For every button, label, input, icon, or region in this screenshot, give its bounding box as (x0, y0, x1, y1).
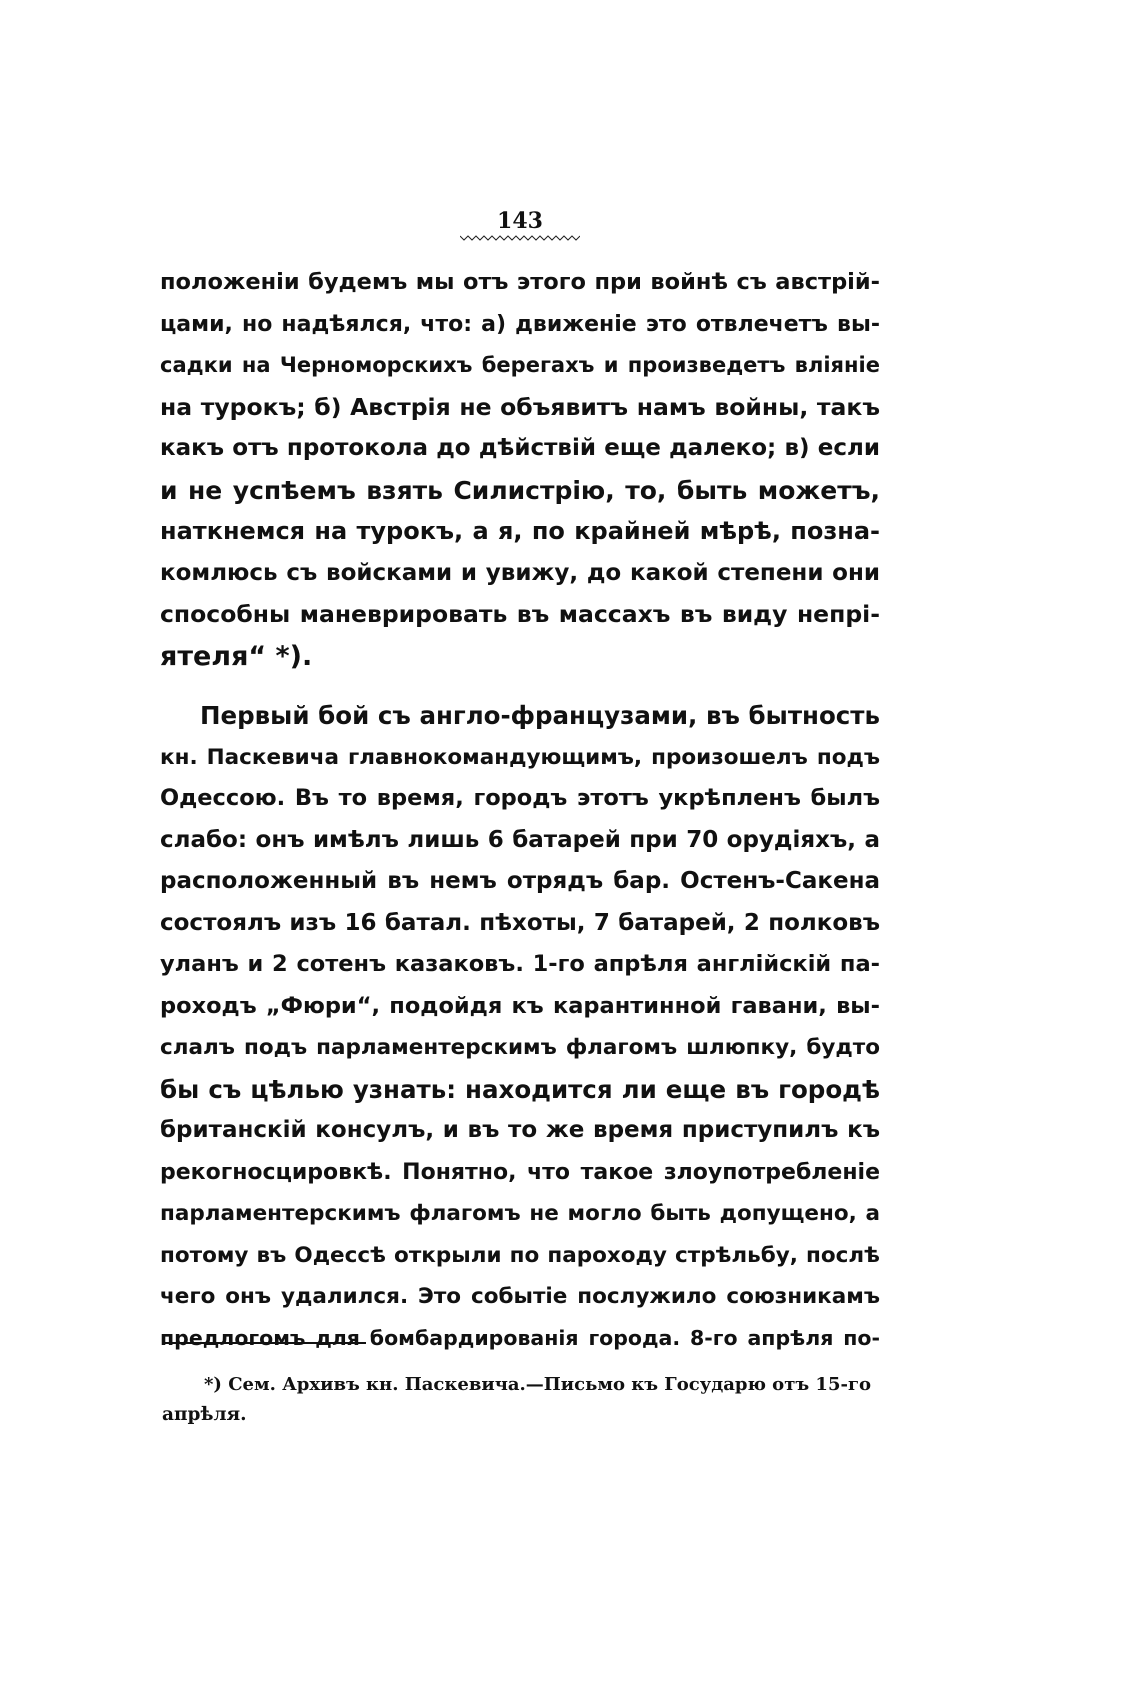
text-line: бы съ цѣлью узнать: находится ли еще въ городѣ (160, 1074, 880, 1104)
text-line: предлогомъ для бомбардированія города. 8-го апрѣля по- (160, 1325, 880, 1350)
text-line: Первый бой съ англо-французами, въ бытность (200, 701, 880, 730)
text-line: наткнемся на турокъ, а я, по крайней мѣрѣ, позна- (160, 517, 880, 545)
text-line: садки на Черноморскихъ берегахъ и произведетъ вліяніе (160, 353, 880, 377)
paragraph-1 (160, 262, 880, 677)
text-line: чего онъ удалился. Это событіе послужило союзникамъ (160, 1284, 880, 1309)
text-line: уланъ и 2 сотенъ казаковъ. 1-го апрѣля англійскій па- (160, 951, 880, 977)
text-line: британскій консулъ, и въ то же время приступилъ къ (160, 1117, 880, 1143)
text-line: цами, но надѣялся, что: а) движеніе это отвлечетъ вы- (160, 311, 880, 337)
text-line: рекогносцировкѣ. Понятно, что такое злоупотребленіе (160, 1159, 880, 1185)
text-line: состоялъ изъ 16 батал. пѣхоты, 7 батарей, 2 полковъ (160, 909, 880, 936)
text-line: на турокъ; б) Австрія не объявитъ намъ войны, такъ (160, 392, 880, 421)
footnote-line: *) Сем. Архивъ кн. Паскевича.—Письмо къ Государю отъ 15-го (204, 1374, 871, 1395)
text-line: слалъ подъ парламентерскимъ флагомъ шлюпку, будто (160, 1035, 880, 1060)
text-line: парламентерскимъ флагомъ не могло быть допущено, а (160, 1201, 880, 1226)
text-line: кн. Паскевича главнокомандующимъ, произошелъ подъ (160, 744, 880, 770)
page-number-ornament (460, 234, 580, 242)
text-line: потому въ Одессѣ открыли по пароходу стрѣльбу, послѣ (160, 1242, 880, 1268)
text-line: слабо: онъ имѣлъ лишь 6 батарей при 70 орудіяхъ, а (160, 826, 880, 853)
paragraph-gap (160, 677, 880, 695)
body-text (160, 262, 880, 1359)
text-line: роходъ „Фюри“, подойдя къ карантинной гавани, вы- (160, 992, 880, 1019)
text-line: положеніи будемъ мы отъ этого при войнѣ съ австрій- (160, 269, 880, 295)
text-line: комлюсь съ войсками и увижу, до какой степени они (160, 559, 880, 586)
text-line: ятеля“ *). (160, 640, 313, 672)
paragraph-2 (160, 695, 880, 1359)
page-number: 143 (497, 208, 543, 234)
footnote-line: апрѣля. (162, 1404, 247, 1425)
text-line: и не успѣемъ взять Силистрію, то, быть можетъ, (160, 475, 880, 505)
text-line: расположенный въ немъ отрядъ бар. Остенъ-Сакена (160, 868, 880, 894)
text-line: какъ отъ протокола до дѣйствій еще далеко; в) если (160, 435, 880, 461)
footnote-divider (162, 1342, 366, 1344)
text-line: Одессою. Въ то время, городъ этотъ укрѣпленъ былъ (160, 785, 880, 811)
footnote (162, 1370, 882, 1430)
text-line: способны маневрировать въ массахъ въ виду непрі- (160, 600, 880, 628)
